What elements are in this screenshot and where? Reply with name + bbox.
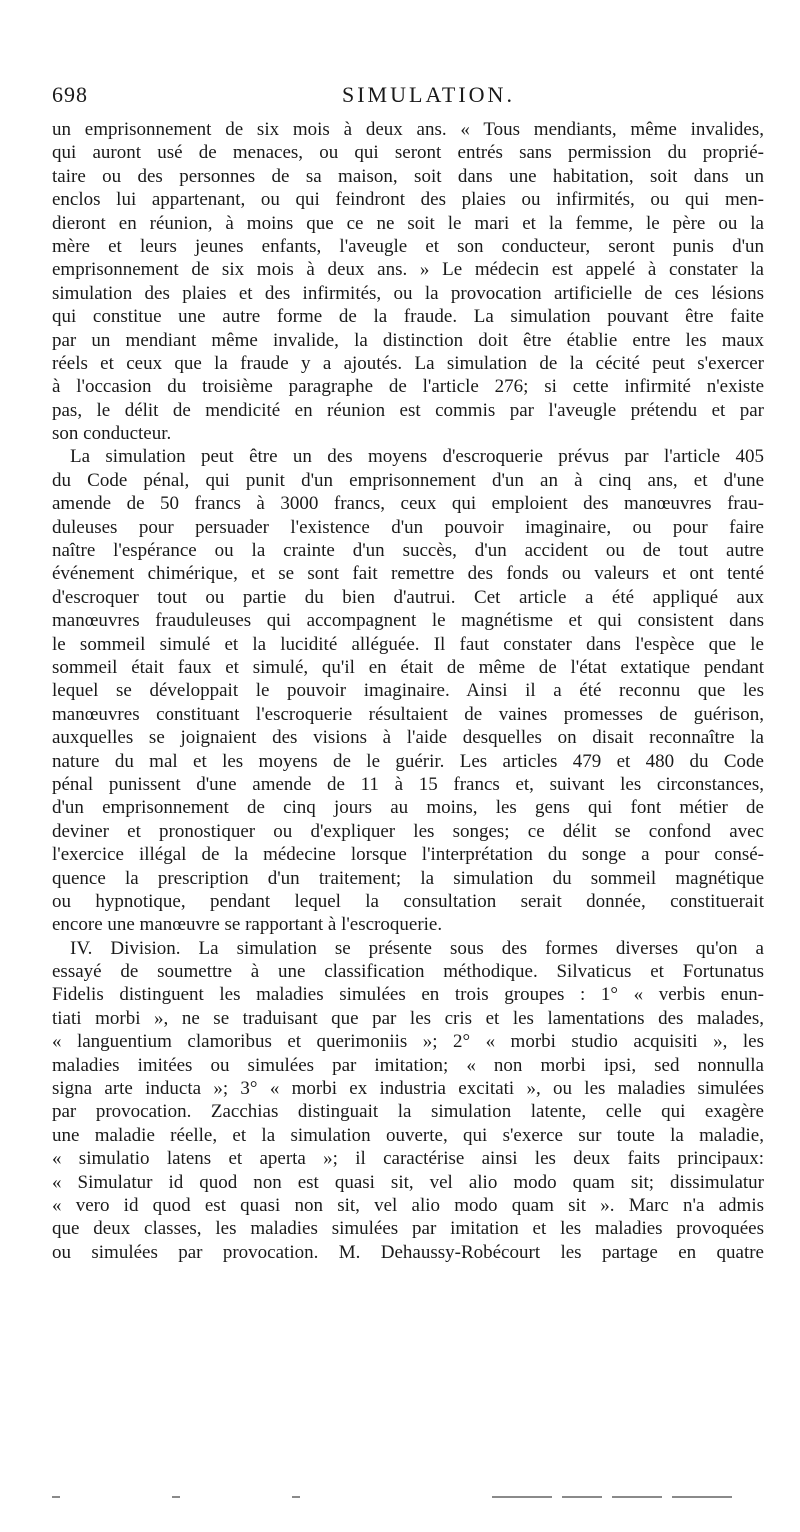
text-line: IV. Division. La simulation se présente sous des formes diverses qu'on a xyxy=(70,937,764,959)
text-line: « simulatio latens et aperta »; il caractérise ainsi les deux faits principaux: xyxy=(52,1148,764,1170)
text-line: duleuses pour persuader l'existence d'un pouvoir imaginaire, ou pour faire xyxy=(52,516,764,538)
print-mark xyxy=(562,1496,602,1498)
text-line: le sommeil simulé et la lucidité alléguée. Il faut constater dans l'espèce que le xyxy=(52,633,764,655)
body-text xyxy=(52,118,764,1264)
text-line: du Code pénal, qui punit d'un emprisonnement d'un an à cinq ans, et d'une xyxy=(52,469,764,491)
text-line: Fidelis distinguent les maladies simulées en trois groupes : 1° « verbis enun- xyxy=(52,984,764,1006)
text-line: pas, le délit de mendicité en réunion est commis par l'aveugle prétendu et par xyxy=(52,399,764,421)
text-line: tiati morbi », ne se traduisant que par les cris et les lamentations des malades, xyxy=(52,1007,764,1029)
text-line: encore une manœuvre se rapportant à l'escroquerie. xyxy=(52,914,443,936)
text-line: une maladie réelle, et la simulation ouverte, qui s'exerce sur toute la maladie, xyxy=(52,1124,764,1146)
print-mark xyxy=(172,1496,180,1498)
text-line: « Simulatur id quod non est quasi sit, vel alio modo quam sit; dissimulatur xyxy=(52,1171,764,1193)
text-line: nature du mal et les moyens de le guérir. Les articles 479 et 480 du Code xyxy=(52,750,764,772)
text-line: deviner et pronostiquer ou d'expliquer les songes; ce délit se confond avec xyxy=(52,820,764,842)
print-mark xyxy=(492,1496,552,1498)
text-line: événement chimérique, et se sont fait remettre des fonds ou valeurs et ont tenté xyxy=(52,563,764,585)
text-line: essayé de soumettre à une classification méthodique. Silvaticus et Fortunatus xyxy=(52,961,764,983)
text-line: l'exercice illégal de la médecine lorsque l'interprétation du songe a pour consé- xyxy=(52,844,764,866)
text-line: un emprisonnement de six mois à deux ans. « Tous mendiants, même invalides, xyxy=(52,119,764,140)
text-line: qui constitue une autre forme de la fraude. La simulation pouvant être faite xyxy=(52,306,764,328)
text-line: qui auront usé de menaces, ou qui seront entrés sans permission du proprié- xyxy=(52,142,764,164)
text-line: par un mendiant même invalide, la distinction doit être établie entre les maux xyxy=(52,329,764,351)
text-line: maladies imitées ou simulées par imitation; « non morbi ipsi, sed nonnulla xyxy=(52,1054,764,1076)
text-line: lequel se développait le pouvoir imaginaire. Ainsi il a été reconnu que les xyxy=(52,680,764,702)
running-title: SIMULATION. xyxy=(342,82,515,107)
text-line: manœuvres constituant l'escroquerie résultaient de vaines promesses de guérison, xyxy=(52,703,764,725)
footer-print-marks xyxy=(52,1492,764,1502)
text-line: auxquelles se joignaient des visions à l'aide desquelles on disait reconnaître la xyxy=(52,727,764,749)
text-line: La simulation peut être un des moyens d'escroquerie prévus par l'article 405 xyxy=(70,446,764,468)
text-line: ou simulées par provocation. M. Dehaussy-Robécourt les partage en quatre xyxy=(52,1241,764,1263)
print-mark xyxy=(672,1496,732,1498)
text-line: taire ou des personnes de sa maison, soit dans une habitation, soit dans un xyxy=(52,165,764,187)
text-line: dieront en réunion, à moins que ce ne soit le mari et la femme, le père ou la xyxy=(52,212,764,234)
page-number: 698 xyxy=(52,82,88,107)
text-line: son conducteur. xyxy=(52,423,172,445)
text-line: réels et ceux que la fraude y a ajoutés. La simulation de la cécité peut s'exercer xyxy=(52,352,764,374)
text-line: « vero id quod est quasi non sit, vel alio modo quam sit ». Marc n'a admis xyxy=(52,1194,764,1216)
text-line: par provocation. Zacchias distinguait la simulation latente, celle qui exagère xyxy=(52,1101,764,1123)
print-mark xyxy=(612,1496,662,1498)
text-line: enclos lui appartenant, ou qui feindront des plaies ou infirmités, ou qui men- xyxy=(52,189,764,211)
text-line: mère et leurs jeunes enfants, l'aveugle et son conducteur, seront punis d'un xyxy=(52,235,764,257)
text-line: sommeil était faux et simulé, qu'il en était de même de l'état extatique pendant xyxy=(52,656,764,678)
text-line: naître l'espérance ou la crainte d'un succès, d'un accident ou de tout autre xyxy=(52,540,764,562)
text-line: ou hypnotique, pendant lequel la consultation serait donnée, constituerait xyxy=(52,890,764,912)
text-line: d'un emprisonnement de cinq jours au moins, les gens qui font métier de xyxy=(52,797,764,819)
text-line: quence la prescription d'un traitement; la simulation du sommeil magnétique xyxy=(52,867,764,889)
text-line: simulation des plaies et des infirmités, ou la provocation artificielle de ces lésions xyxy=(52,282,764,304)
print-mark xyxy=(52,1496,60,1498)
text-line: que deux classes, les maladies simulées par imitation et les maladies provoquées xyxy=(52,1218,764,1240)
text-line: emprisonnement de six mois à deux ans. » Le médecin est appelé à constater la xyxy=(52,259,764,281)
print-mark xyxy=(292,1496,300,1498)
text-line: d'escroquer tout ou partie du bien d'autrui. Cet article a été appliqué aux xyxy=(52,586,764,608)
text-line: amende de 50 francs à 3000 francs, ceux qui emploient des manœuvres frau- xyxy=(52,493,764,515)
page-header xyxy=(52,82,764,112)
text-line: pénal punissent d'une amende de 11 à 15 francs et, suivant les circonstances, xyxy=(52,773,764,795)
text-line: « languentium clamoribus et querimoniis »; 2° « morbi studio acquisiti », les xyxy=(52,1031,764,1053)
text-line: à l'occasion du troisième paragraphe de l'article 276; si cette infirmité n'existe xyxy=(52,376,764,398)
text-line: signa arte inducta »; 3° « morbi ex industria excitati », ou les maladies simulées xyxy=(52,1078,764,1100)
text-line: manœuvres frauduleuses qui accompagnent le magnétisme et qui consistent dans xyxy=(52,610,764,632)
